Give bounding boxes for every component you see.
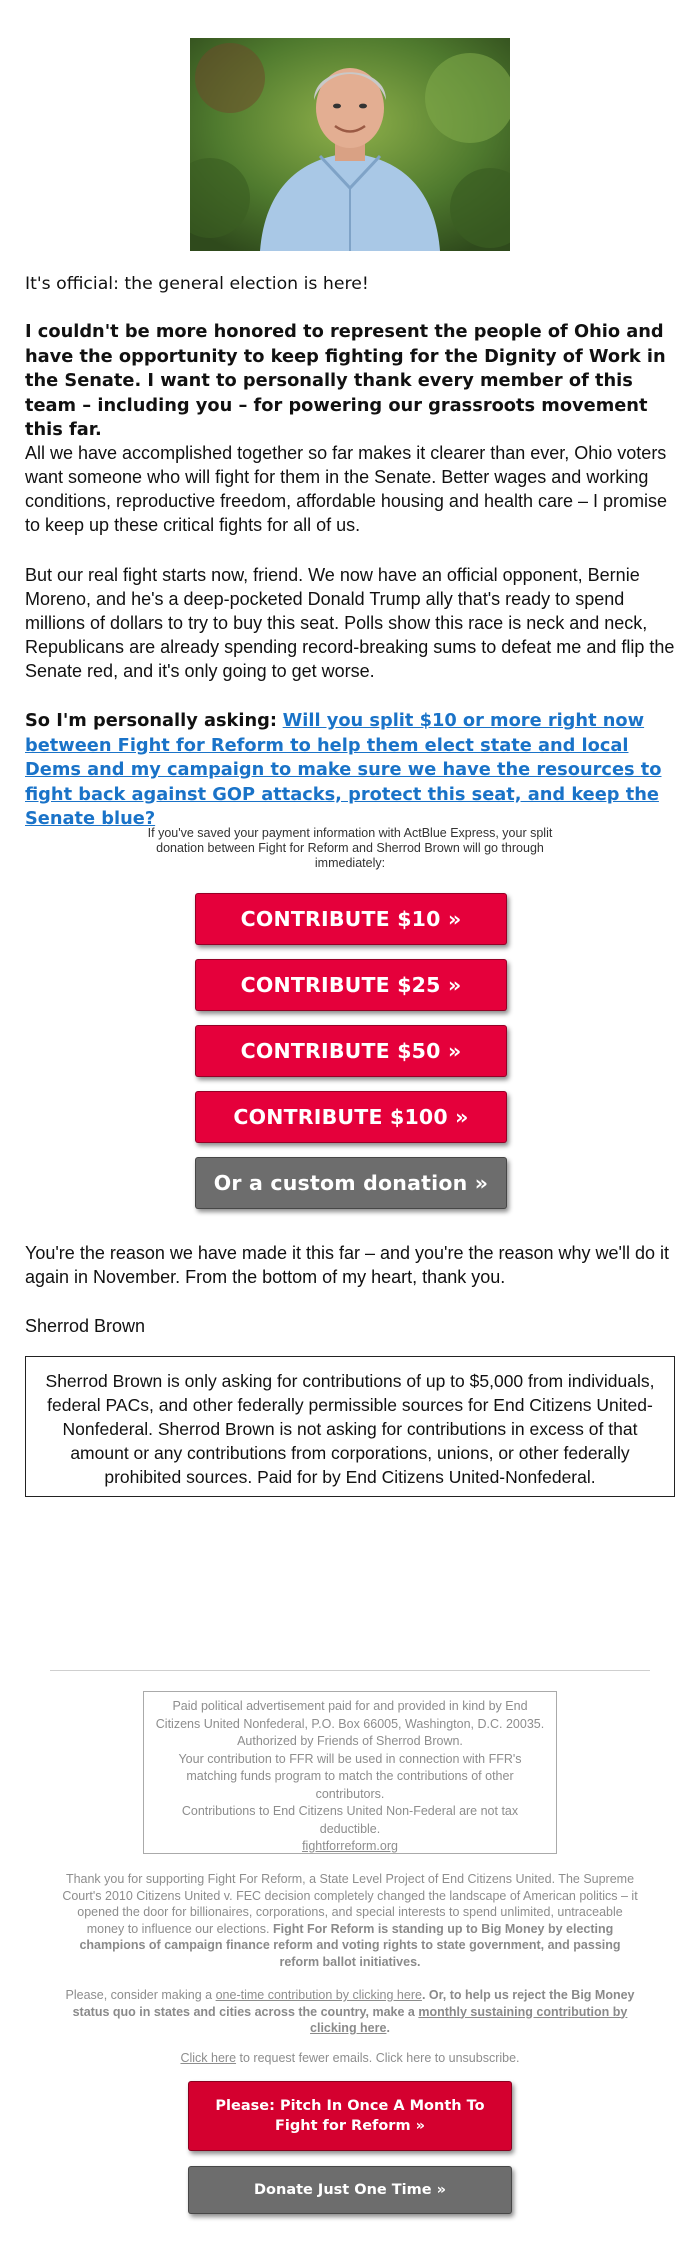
contribution-disclaimer: Sherrod Brown is only asking for contributions of up to $5,000 from individuals, federal PACs, and other federally permissible sources for End Citizens United-Nonfederal. Sherrod Brown is not asking for contributions in excess of that amount or any contributions from corporations, unions, or other federally prohibited sources. Paid for by End Citizens United-Nonfederal. (25, 1356, 675, 1497)
sherrod-brown-photo (190, 38, 510, 251)
ask-paragraph (25, 709, 675, 832)
contribute-10-button[interactable]: CONTRIBUTE $10 » (195, 893, 507, 945)
fewer-emails-link[interactable]: Click here (180, 2051, 237, 2065)
actblue-express-note: If you've saved your payment information with ActBlue Express, your split donation between Fight for Reform and Sherrod Brown will go through immediately: (147, 826, 553, 870)
contribute-50-button[interactable]: CONTRIBUTE $50 » (195, 1025, 507, 1077)
split-donation-link[interactable]: Will you split $10 or more right now between Fight for Reform to help them elect state and local Dems and my campaign to make sure we have the resources to fight back against GOP attacks, protect this seat, and keep the Senate blue? (25, 710, 662, 829)
monthly-donation-button[interactable]: Please: Pitch In Once A Month To Fight for Reform » (188, 2081, 512, 2151)
unsubscribe-text: to request fewer emails. Click here to unsubscribe. (239, 2051, 520, 2065)
contribute-100-button[interactable]: CONTRIBUTE $100 » (195, 1091, 507, 1143)
signature: Sherrod Brown (25, 1316, 146, 1336)
portrait-illustration (190, 38, 510, 251)
consider-text-2: . Or, to help us reject the Big Money status quo in states and cities across the country, make a (72, 1988, 635, 2019)
footer-divider (50, 1670, 650, 1671)
consider-end: . (386, 2021, 390, 2035)
footer-thanks (58, 1871, 642, 1970)
authorized-line: Authorized by Friends of Sherrod Brown. (237, 1734, 463, 1748)
thank-you-paragraph: I couldn't be more honored to represent the people of Ohio and have the opportunity to keep fighting for the Dignity of Work in the Senate. I want to personally thank every member of this team – including you – for powering our grassroots movement this far. (25, 321, 666, 440)
opponent-paragraph: But our real fight starts now, friend. We now have an official opponent, Bernie Moreno, and he's a deep-pocketed Donald Trump ally that's ready to spend millions of dollars to try to buy this seat. Polls show this race is neck and neck, Republicans are already spending record-breaking sums to defeat me and flip the Senate red, and it's only going to get worse. (25, 565, 675, 681)
footer-thanks-text: Thank you for supporting Fight For Reform, a State Level Project of End Citizens United. The Supreme Court's 2010 Citizens United v. FEC decision completely changed the landscape of American politics – it opened the door for billionaires, corporations, and special interests to spend unlimited, untraceable money to influence our elections. (62, 1872, 638, 1936)
tax-deductible-line: Contributions to End Citizens United Non-Federal are not tax deductible. (181, 1804, 519, 1836)
monthly-contribution-link[interactable]: monthly sustaining contribution by clicking here (310, 2004, 628, 2035)
custom-donation-button[interactable]: Or a custom donation » (195, 1157, 507, 1209)
one-time-donation-button[interactable]: Donate Just One Time » (188, 2166, 512, 2214)
matching-funds-line: Your contribution to FFR will be used in connection with FFR's matching funds program to match the contributions of other contributors. (178, 1751, 522, 1801)
footer-thanks-bold: Fight For Reform is standing up to Big Money by electing champions of campaign finance reform and voting rights to state government, and passing reform ballot initiatives. (79, 1921, 621, 1969)
accomplishments-paragraph: All we have accomplished together so far makes it clearer than ever, Ohio voters want someone who will fight for them in the Senate. Better wages and working conditions, reproductive freedom, affordable housing and health care – I promise to keep up these critical fights for all of us. (25, 443, 668, 535)
paid-for-line: Paid political advertisement paid for and provided in kind by End Citizens United Nonfederal, P.O. Box 66005, Washington, D.C. 20035. (155, 1699, 545, 1731)
footer-email-prefs (58, 2050, 642, 2067)
one-time-contribution-link[interactable]: one-time contribution by clicking here (215, 1988, 422, 2002)
consider-text-1: Please, consider making a (65, 1988, 213, 2002)
fightforreform-link[interactable]: fightforreform.org (302, 1839, 398, 1853)
ask-lead: So I'm personally asking: (25, 710, 277, 731)
intro-text: It's official: the general election is here! (25, 274, 369, 294)
contribute-25-button[interactable]: CONTRIBUTE $25 » (195, 959, 507, 1011)
footer-consider (58, 1987, 642, 2037)
paid-for-box (143, 1691, 557, 1854)
closing-paragraph: You're the reason we have made it this far – and you're the reason why we'll do it again in November. From the bottom of my heart, thank you. (25, 1243, 670, 1287)
